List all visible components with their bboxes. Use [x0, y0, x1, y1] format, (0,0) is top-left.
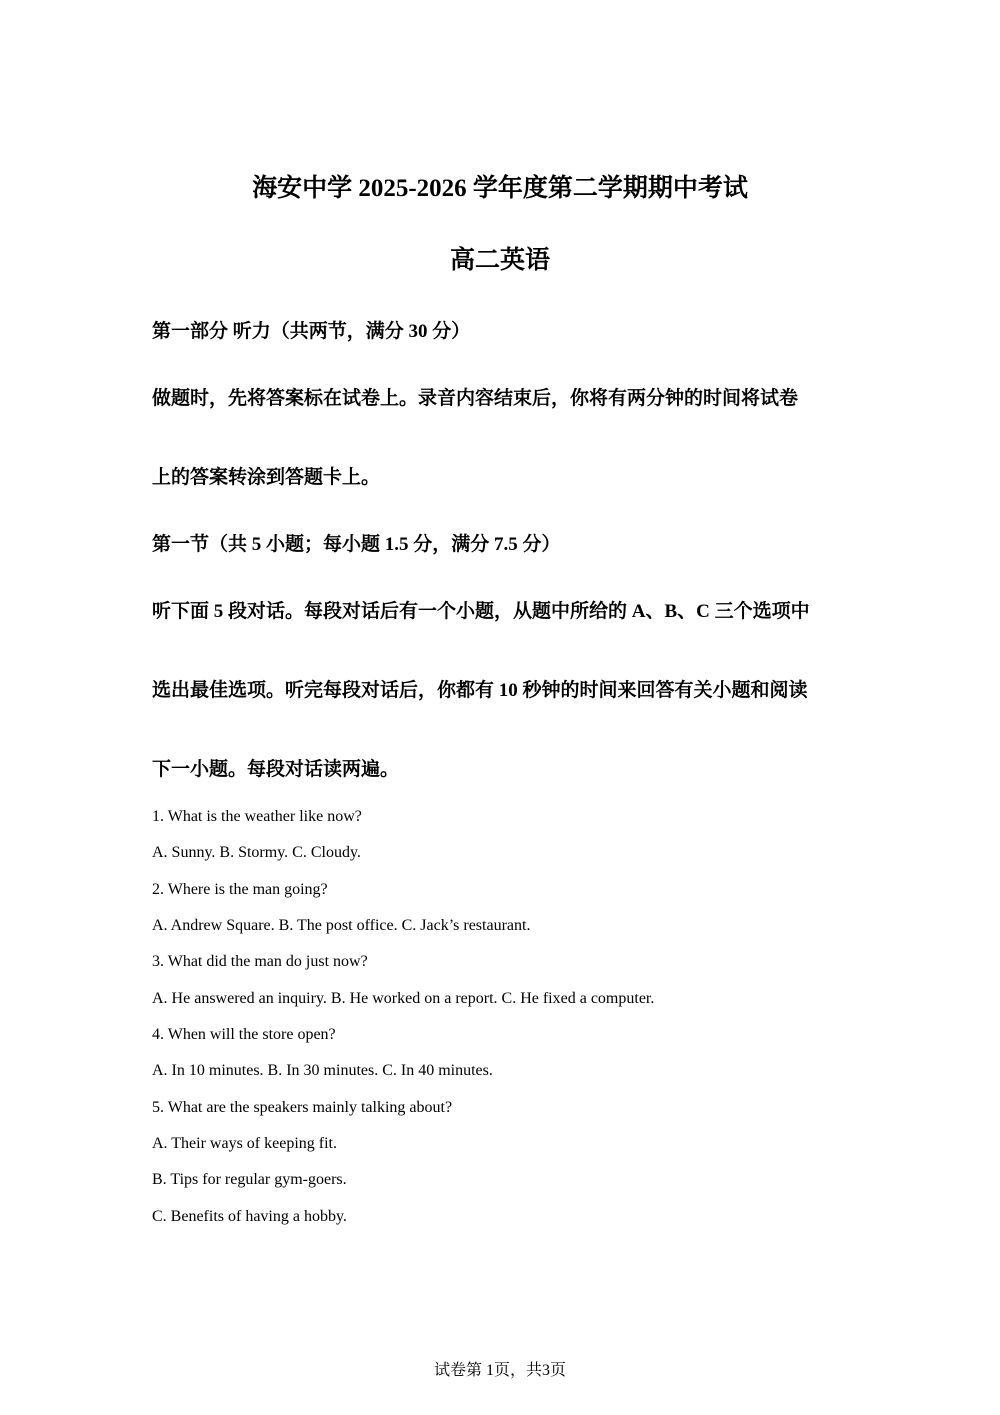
- question-5: 5. What are the speakers mainly talking about?: [152, 1099, 453, 1116]
- question-3-options: A. He answered an inquiry. B. He worked on a report. C. He fixed a computer.: [152, 990, 655, 1007]
- question-4: 4. When will the store open?: [152, 1026, 336, 1043]
- subject-title: 高二英语: [449, 247, 550, 274]
- part1-instruction-line: 上的答案转涂到答题卡上。: [152, 467, 381, 488]
- section1-instruction-line: 下一小题。每段对话读两遍。: [152, 759, 400, 780]
- part1-instruction-line: 做题时，先将答案标在试卷上。录音内容结束后，你将有两分钟的时间将试卷: [152, 388, 799, 409]
- section1-instruction-line: 听下面 5 段对话。每段对话后有一个小题，从题中所给的 A、B、C 三个选项中: [152, 601, 810, 622]
- question-1-options: A. Sunny. B. Stormy. C. Cloudy.: [152, 844, 361, 861]
- section1-heading: 第一节（共 5 小题；每小题 1.5 分，满分 7.5 分）: [152, 534, 561, 555]
- question-5-option-c: C. Benefits of having a hobby.: [152, 1208, 347, 1225]
- page-footer: 试卷第 1页，共3页: [433, 1362, 566, 1379]
- part1-heading: 第一部分 听力（共两节，满分 30 分）: [152, 321, 471, 342]
- question-5-option-b: B. Tips for regular gym-goers.: [152, 1171, 347, 1188]
- question-4-options: A. In 10 minutes. B. In 30 minutes. C. In 40 minutes.: [152, 1062, 493, 1079]
- question-2-options: A. Andrew Square. B. The post office. C. Jack’s restaurant.: [152, 917, 531, 934]
- section1-instruction-line: 选出最佳选项。听完每段对话后，你都有 10 秒钟的时间来回答有关小题和阅读: [152, 680, 808, 701]
- exam-title: 海安中学 2025-2026 学年度第二学期期中考试: [252, 175, 748, 202]
- question-3: 3. What did the man do just now?: [152, 953, 368, 970]
- question-2: 2. Where is the man going?: [152, 881, 328, 898]
- question-1: 1. What is the weather like now?: [152, 808, 362, 825]
- question-5-option-a: A. Their ways of keeping fit.: [152, 1135, 337, 1152]
